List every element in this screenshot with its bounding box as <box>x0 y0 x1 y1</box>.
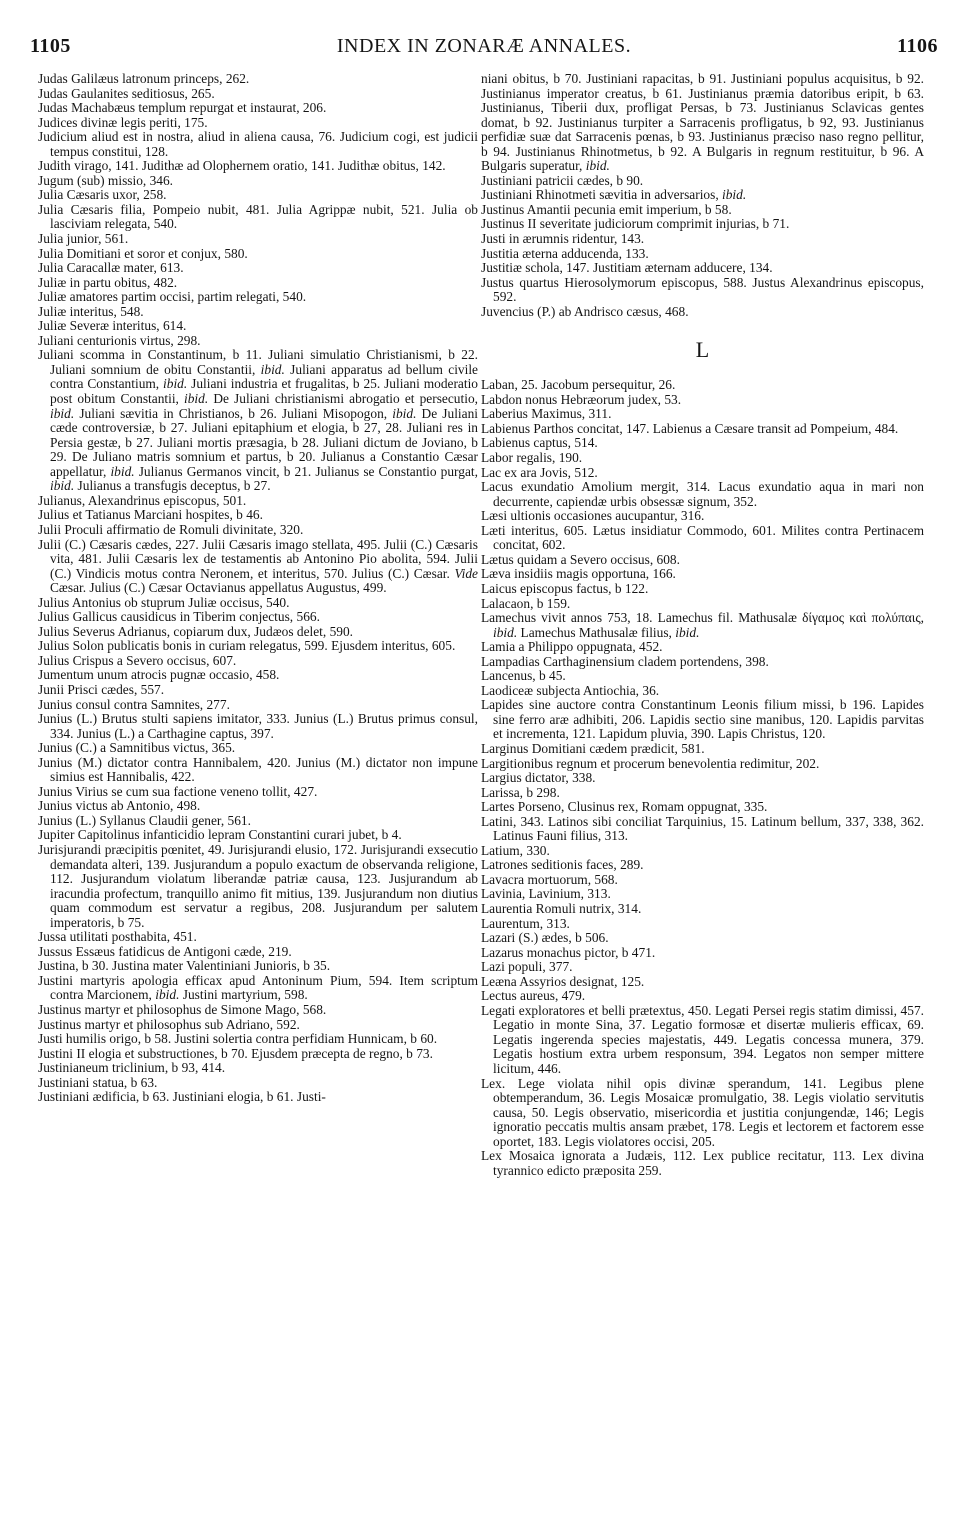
index-entry: Jupiter Capitolinus infanticidio lepram Constantini curari jubet, b 4. <box>38 827 402 843</box>
j-entries <box>481 174 924 319</box>
index-entry: Justinus Amantii pecunia emit imperium, b 58. <box>481 201 732 217</box>
index-entry: Laicus episcopus factus, b 122. <box>481 580 649 596</box>
index-entry: Justini martyris apologia efficax apud Antoninum Pium, 594. Item scriptum contra Marcionem, ibid. Justini martyrium, 598. <box>38 972 478 1003</box>
index-entry: Justiniani ædificia, b 63. Justiniani elogia, b 61. Justi- <box>38 1089 326 1105</box>
index-entry: Juliæ amatores partim occisi, partim relegati, 540. <box>38 289 307 305</box>
index-entry: Lazarus monachus pictor, b 471. <box>481 944 656 960</box>
index-entry: Justina, b 30. Justina mater Valentiniani Junioris, b 35. <box>38 958 331 974</box>
index-entry: Lalacaon, b 159. <box>481 595 571 611</box>
index-entry: Latini, 343. Latinos sibi conciliat Tarquinius, 15. Latinum bellum, 337, 338, 362. Latinus Fauni filius, 313. <box>481 813 924 844</box>
index-entry: Læva insidiis magis opportuna, 166. <box>481 566 676 582</box>
index-entry: Lavacra mortuorum, 568. <box>481 871 618 887</box>
index-entry: Jurisjurandi præcipitis pœnitet, 49. Jurisjurandi elusio, 172. Jurisjurandi exsecutio demandata alteri, 139. Jusjurandum a populo exactum de observanda religione, 112. Jusjurandum violatum liberandæ patriæ causa, 123. Jusjurandum ab iracundia profectum, tranquillo animo fit mitius, 139. Jusjurandum non diutius quam commodum est servatur a regibus, 208. Jusjurandum per salutem imperatoris, b 75. <box>38 841 478 930</box>
index-entry: Labdon nonus Hebræorum judex, 53. <box>481 391 682 407</box>
index-entry: Læti interitus, 605. Lætus insidiatur Commodo, 601. Milites contra Pertinacem concitat, 602. <box>481 522 924 553</box>
index-entry: Julii Proculi affirmatio de Romuli divinitate, 320. <box>38 521 304 537</box>
index-entry: Justi humilis origo, b 58. Justini solertia contra perfidiam Hunnicam, b 60. <box>38 1031 438 1047</box>
index-entry: Lampadias Carthaginensium cladem portendens, 398. <box>481 653 769 669</box>
index-entry: Juvencius (P.) ab Andrisco cæsus, 468. <box>481 303 689 319</box>
index-entry: Lacus exundatio Amolium mergit, 314. Lacus exundatio aqua in mari non decurrente, capiendæ urbis obsessæ signum, 352. <box>481 479 924 509</box>
index-entry: Julius Severus Adrianus, copiarum dux, Judæos delet, 590. <box>38 623 354 639</box>
index-entry: Labor regalis, 190. <box>481 450 583 466</box>
index-entry: Julii (C.) Cæsaris cædes, 227. Julii Cæsaris imago stellata, 495. Julii (C.) Cæsaris vita, 481. Julii Cæsaris lex de testamentis ab Antonino Pio abolita, 594. Julii (C.) Vindicis motus contra Neronem, et interitus, 570. Julius (C.) Cæsar. Vide Cæsar. Julius (C.) Cæsar Octavianus appellatus Augustus, 499. <box>38 536 478 596</box>
index-entry: Justinus II severitate judiciorum comprimit injurias, b 71. <box>481 216 790 232</box>
index-entry: Junii Prisci cædes, 557. <box>38 681 165 697</box>
index-entry: Lamechus vivit annos 753, 18. Lamechus fil. Mathusalæ δίγαμος καὶ πολύπαις, ibid. Lamechus Mathusalæ filius, ibid. <box>481 610 924 640</box>
left-page-number: 1105 <box>30 35 71 57</box>
index-entry: Lectus aureus, 479. <box>481 988 586 1004</box>
index-entry: Julia Caracallæ mater, 613. <box>38 260 184 276</box>
index-entry: Junius (L.) Brutus stulti sapiens imitator, 333. Junius (L.) Brutus primus consul, 334. Junius (L.) a Carthagine captus, 397. <box>38 711 478 741</box>
index-entry: Julia Cæsaris filia, Pompeio nubit, 481. Julia Agrippæ nubit, 521. Julia ob lasciviam relegata, 540. <box>38 201 478 232</box>
index-entry: Largius dictator, 338. <box>481 770 596 786</box>
index-entry: Justus quartus Hierosolymorum episcopus, 588. Justus Alexandrinus episcopus, 592. <box>481 274 924 305</box>
index-entry: Larissa, b 298. <box>481 784 560 800</box>
index-entry-continuation: niani obitus, b 70. Justiniani rapacitas, b 91. Justiniani populus acquisitus, b 92. Justinianus imperator creatus, b 61. Justinianus præmia datoribus eripit, b 63. Justinianus, Tiberii dux, profligat Persas, b 73. Justinianus Sclavicas gentes domat, b 92. Justinianus turpiter a Sarracenis profligatus, b 92, 93. Justinianus perfidiæ suæ dat Sarracenis pœnas, b 93. Justinianus præciso naso regno pellitur, b 94. Justinianus Rhinotmetus, b 92. A Bulgaris in regnum restituitur, b 96. A Bulgaris superatur, ibid. <box>481 72 924 174</box>
index-entry: Lazi populi, 377. <box>481 959 573 975</box>
index-entry: Juliæ Severæ interitus, 614. <box>38 318 187 334</box>
index-entry: Juliani scomma in Constantinum, b 11. Juliani simulatio Christianismi, b 22. Juliani somnium de obitu Constantii, ibid. Juliani apparatus ad bellum civile contra Constantium, ibid. Juliani industria et frugalitas, b 25. Juliani moderatio post obitum Constantii, ibid. De Juliani christianismi abrogatio et persecutio, ibid. Juliani sævitia in Christianos, b 26. Juliani Misopogon, ibid. De Juliani cæde controversiæ, b 27. Juliani epitaphium et elogia, b 27, 28. Juliani res in Persia gestæ, b 27. Juliani mortis præsagia, b 28. Juliani dictum de Joviano, b 29. De Juliano matris somnium et partus, b 20. Julianus a Constantio Cæsar appellatur, ibid. Julianus Germanos vincit, b 21. Julianus se Constantio purgat, ibid. Julianus a transfugis deceptus, b 27. <box>38 347 478 494</box>
l-entries <box>481 378 924 1178</box>
index-entry: Junius (L.) Syllanus Claudii gener, 561. <box>38 812 251 828</box>
index-entry: Lex Mosaica ignorata a Judæis, 112. Lex publice recitatur, 113. Lex divina tyrannico edicto præposita 259. <box>481 1148 924 1178</box>
index-entry: Juliani centurionis virtus, 298. <box>38 332 201 348</box>
index-entry: Julius Gallicus causidicus in Tiberim conjectus, 566. <box>38 609 320 625</box>
index-entry: Julia junior, 561. <box>38 231 129 247</box>
index-entry: Julius et Tatianus Marciani hospites, b 46. <box>38 507 263 523</box>
index-entry: Lazari (S.) ædes, b 506. <box>481 930 609 946</box>
index-entry: Labienus Parthos concitat, 147. Labienus a Cæsare transit ad Pompeium, 484. <box>481 420 899 436</box>
index-entry: Lac ex ara Jovis, 512. <box>481 464 598 480</box>
index-entry: Justiniani statua, b 63. <box>38 1074 158 1090</box>
index-entry: Judicium aliud est in nostra, aliud in aliena causa, 76. Judicium cogi, est judicii tempus constitui, 128. <box>38 129 478 159</box>
index-entry: Judith virago, 141. Judithæ ad Olophernem oratio, 141. Judithæ obitus, 142. <box>38 158 446 174</box>
index-entry: Judas Gaulanites seditiosus, 265. <box>38 85 215 101</box>
index-entry: Justitia æterna adducenda, 133. <box>481 245 649 261</box>
index-entry: Leæna Assyrios designat, 125. <box>481 973 645 989</box>
index-entry: Junius victus ab Antonio, 498. <box>38 798 201 814</box>
index-entry: Justinus martyr et philosophus de Simone Mago, 568. <box>38 1002 327 1017</box>
index-entry: Judices divinæ legis periti, 175. <box>38 114 208 130</box>
index-entry: Lavinia, Lavinium, 313. <box>481 886 611 902</box>
index-entry: Justiniani patricii cædes, b 90. <box>481 172 644 188</box>
index-entry: Julianus, Alexandrinus episcopus, 501. <box>38 492 247 508</box>
section-letter-l: L <box>695 337 710 363</box>
right-index-column <box>481 72 924 1178</box>
index-entry: Julius Antonius ob stuprum Juliæ occisus, 540. <box>38 594 290 610</box>
index-entry: Justinus martyr et philosophus sub Adriano, 592. <box>38 1016 300 1032</box>
index-entry: Jussa utilitati posthabita, 451. <box>38 929 197 945</box>
index-entry: Junius (C.) a Samnitibus victus, 365. <box>38 740 236 756</box>
index-entry: Junius consul contra Samnites, 277. <box>38 696 230 712</box>
index-entry: Laodiceæ subjecta Antiochia, 36. <box>481 682 660 698</box>
index-entry: Justitiæ schola, 147. Justitiam æternam adducere, 134. <box>481 260 773 276</box>
index-entry: Lamia a Philippo oppugnata, 452. <box>481 639 663 655</box>
index-entry: Julius Crispus a Severo occisus, 607. <box>38 652 237 668</box>
index-entry: Lartes Porseno, Clusinus rex, Romam oppugnat, 335. <box>481 799 768 815</box>
index-entry: Laberius Maximus, 311. <box>481 406 612 422</box>
index-entry: Judas Machabæus templum repurgat et instaurat, 206. <box>38 100 327 116</box>
index-entry: Junius Virius se cum sua factione veneno tollit, 427. <box>38 783 318 799</box>
index-entry: Jumentum unum atrocis pugnæ occasio, 458. <box>38 667 280 683</box>
index-entry: Laban, 25. Jacobum persequitur, 26. <box>481 377 676 393</box>
index-entry: Laurentum, 313. <box>481 915 570 931</box>
index-entry: Legati exploratores et belli prætextus, 450. Legati Persei regis statim dimissi, 457. Legatio in monte Sina, 37. Legatio formosæ et disertæ mulieris efficax, 69. Legatis ingerenda species majestatis, 449. Legatis concessa munera, 379. Legatis hostium extra urbem responsum, 394. Legatos non semper mittere licitum, 446. <box>481 1002 924 1076</box>
index-entry: Judas Galilæus latronum princeps, 262. <box>38 72 250 86</box>
running-title: INDEX IN ZONARÆ ANNALES. <box>336 35 632 57</box>
page-header <box>30 35 938 59</box>
index-entry: Justi in ærumnis ridentur, 143. <box>481 231 645 247</box>
index-entry: Julius Solon publicatis bonis in curiam relegatus, 599. Ejusdem interitus, 605. <box>38 638 456 654</box>
index-entry: Lætus quidam a Severo occisus, 608. <box>481 551 680 567</box>
index-entry: Justiniani Rhinotmeti sævitia in adversarios, ibid. <box>481 187 747 203</box>
index-entry: Julia Cæsaris uxor, 258. <box>38 187 167 203</box>
left-index-column <box>38 72 478 1105</box>
index-entry: Largitionibus regnum et procerum benevolentia redimitur, 202. <box>481 755 820 771</box>
index-entry: Lapides sine auctore contra Constantinum Leonis filium missi, b 196. Lapides sine ferro aræ adhibiti, 206. Lapidis sectio sine manibus, 120. Lapidis parvitas et incrementa, 121. Lapidum pluvia, 390. Lapis Christus, 120. <box>481 697 924 742</box>
index-entry: Labienus captus, 514. <box>481 435 598 451</box>
index-entry: Larginus Domitiani cædem prædicit, 581. <box>481 740 705 756</box>
index-entry: Lex. Lege violata nihil opis divinæ sperandum, 141. Legibus plene obtemperandum, 36. Legis Mosaicæ promulgatio, 38. Legis violatio servitutis causa, 50. Legis observatio, misericordia et justitia conjungendæ, 146; Legis ignoratio peccatis multis ansam præbet, 178. Legis et lectorem et factorem esse oportet, 183. Legis violatores occisi, 205. <box>481 1075 924 1149</box>
index-entry: Latrones seditionis faces, 289. <box>481 857 644 873</box>
index-entry: Justini II elogia et substructiones, b 70. Ejusdem præcepta de regno, b 73. <box>38 1045 433 1061</box>
index-entry: Juliæ interitus, 548. <box>38 303 144 319</box>
index-entry: Juliæ in partu obitus, 482. <box>38 274 178 290</box>
index-entry: Latium, 330. <box>481 842 550 858</box>
index-entry: Julia Domitiani et soror et conjux, 580. <box>38 245 248 261</box>
index-entry: Jussus Essæus fatidicus de Antigoni cæde, 219. <box>38 943 292 959</box>
index-entry: Lancenus, b 45. <box>481 668 566 684</box>
index-entry: Justinianeum triclinium, b 93, 414. <box>38 1060 226 1076</box>
index-entry: Læsi ultionis occasiones aucupantur, 316. <box>481 508 705 524</box>
index-entry: Laurentia Romuli nutrix, 314. <box>481 900 642 916</box>
index-entry: Junius (M.) dictator contra Hannibalem, 420. Junius (M.) dictator non impune simius est Hannibalis, 422. <box>38 754 478 785</box>
right-page-number: 1106 <box>897 35 938 57</box>
index-entry: Jugum (sub) missio, 346. <box>38 172 174 188</box>
